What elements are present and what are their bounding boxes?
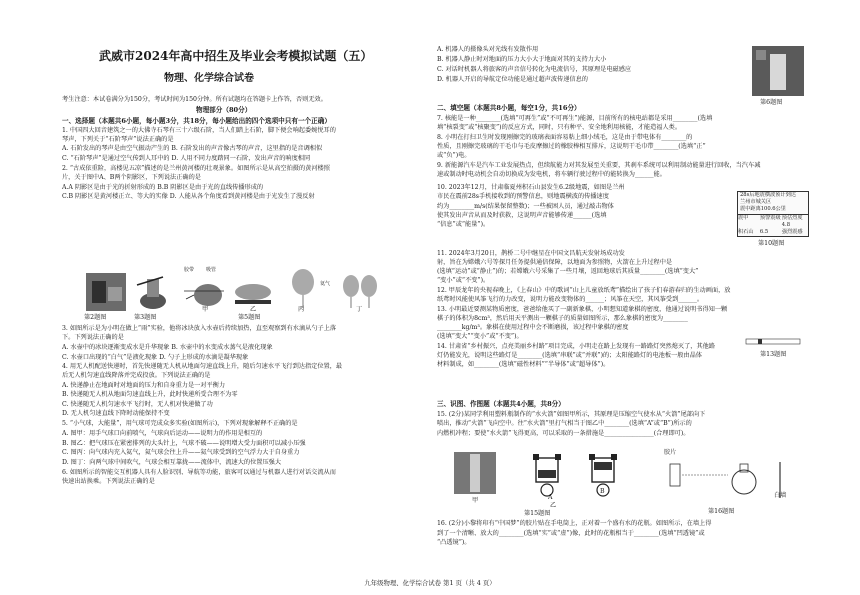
label-B: B [600, 488, 605, 495]
left-text-line: 快速出站换乘。下列说法正确的是 [62, 478, 155, 485]
right-text-line: 使其发出声音从而及时获救，这说明声音能够传递______(选填 [437, 212, 607, 219]
right-text-line: 材料制成，如________(选填“磁性材料”“半导体”或“超导体”)。 [437, 361, 610, 368]
label-ding: 丁 [356, 306, 363, 313]
right-text-line: C. 对话时机器人将旅客的声音信号转化为电流信号，其原理是电磁感应 [437, 66, 632, 73]
right-text-line: (选填“运动”或“静止”)的；若嫦娥六号采集了一些月壤，返回地球后其质量________(选填“变大” [437, 268, 699, 275]
right-text-line: 市民在震前28s手机接收到的预警信息，则地震横波的传播速度 [437, 193, 609, 200]
label-yi: 乙 [250, 306, 257, 313]
right-text-line: 11. 2024年3月20日，鹊桥二号中继星在中国文昌航天发射场成功发 [437, 250, 625, 257]
part-title: 物理部分（80分） [196, 106, 252, 114]
quake-c1: 震中 [738, 215, 749, 221]
right-text-line: “变小”或“不变”)。 [437, 277, 490, 284]
left-text-line: D. 图丁：向两气球中间吹气，气球会相互靠拢——流体中，流速大的位置压强大 [62, 459, 282, 466]
label-yi-15: 乙 [550, 502, 557, 509]
right-text-line: 速或制动时电动机会自动切换成为发电机，将车辆行驶过程中的能转换为______能。 [437, 171, 666, 178]
right-text-line: (选填“变大”“变小”或“不变”)。 [437, 333, 523, 340]
quake-line1: 28s后地震横波预计到达 [740, 192, 796, 198]
fig3-caption: 第3题图 [134, 314, 157, 321]
label-jia: 甲 [202, 306, 209, 313]
engine-stroke-a [528, 452, 566, 498]
right-text-line: 15. (2分)某同学利用塑料瓶制作的“水火箭”如图甲所示，其原理是压缩空气使水从“火箭”尾部向下 [437, 411, 706, 418]
right-text-line: 内燃机冲程；要使“水火箭”飞得更高，可以采取的一条措施是________________(合理即可)。 [437, 430, 690, 437]
right-text-line: 性质，且刚擦完玻璃的干毛巾与毛皮摩擦过的橡胶棒相互排斥，这说明干毛巾带________(选填“正” [437, 143, 706, 150]
quake-warning-box [737, 191, 809, 237]
left-text-line: 2. “古成依重险，高楼见五凉”描述的是兰州黄河楼的壮观景象。如图所示是从高空拍摄的黄河楼照 [62, 165, 330, 172]
fig2-caption: 第2题图 [84, 314, 107, 321]
robot-photo [752, 46, 804, 96]
left-text-line: 片，关于图中A、B两个阴影区，下列说法正确的是 [62, 174, 201, 181]
left-text-line: 后无人机匀速直线降落并完成投放。下列说法正确的是 [62, 372, 211, 379]
right-text-line: 纸鸢时风能使风筝飞行的力改变，说明力能改变物体的______；风筝在天空，其风筝受到______。 [437, 296, 704, 303]
balance-scale-figure [744, 336, 802, 350]
quake-c5: 6.5 [759, 229, 769, 235]
exam-notice: 考生注意：本试卷满分为150分，考试时间为150分钟。所有试题均在答题卡上作答，否则无效。 [62, 96, 327, 103]
right-text-line: “凸透镜”)。 [437, 539, 471, 546]
left-text-line: 1. 中国四大回音建筑之一的大佛寺石琴有三十六级石阶，当人们踏上石阶，脚下便会响起委婉悦耳的 [62, 127, 336, 134]
quake-c6: 强烈震感 [781, 229, 803, 235]
right-text-line: 灯仍能发光，说明这些路灯是________(选填“串联”或“并联”)的；太阳能路灯的电池板一般由晶体 [437, 352, 702, 359]
balloon-ding-figure [340, 268, 380, 308]
left-text-line: 5. “小气球，大能量”，用气球可完成众多实验(如图所示)，下列对现象解释不正确的是 [62, 420, 298, 427]
left-text-line: C.B 阴影区是黄河楼正立、等大的实像 D. 人能从各个角度看到黄河楼是由于光发生了漫反射 [62, 193, 315, 200]
right-text-line: 或“负”)电。 [437, 152, 471, 159]
left-text-line: D. 无人机匀速直线下降时动能保持不变 [62, 410, 170, 417]
label-jia-15: 甲 [472, 497, 479, 504]
left-text-line: A. 水壶中的冰块逐渐变成水是升华现象 B. 水壶中的水变成水蒸气是液化现象 [62, 344, 273, 351]
label-bing: 丙 [298, 306, 305, 313]
balloon-yi-figure [232, 282, 274, 306]
right-text-line: 8. 小明在打扫卫生时发现刚擦完的玻璃表面容易粘上细小绒毛，这是由于带电体有________的 [437, 134, 693, 141]
fig10-caption: 第10题图 [758, 240, 785, 247]
section-2-title: 二、填空题（本题共8小题，每空1分，共16分） [437, 104, 581, 112]
right-text-line: A. 机器人的摄像头对光线有发散作用 [437, 46, 539, 53]
right-text-line: 12. 甲辰龙年的央视春晚上，《上春山》中的歌词“山上儿童放纸鸢”描绘出了孩子们春游春归的生动画面，放 [437, 287, 731, 294]
right-text-line: 喷出，推动“火箭”飞向空中。往“水火箭”里打气相当于图乙中________(选填“A”或“B”)所示的 [437, 420, 692, 427]
label-A: A [548, 494, 553, 501]
fig13-caption: 第13题图 [760, 351, 787, 358]
fig6-caption: 第6题图 [760, 99, 783, 106]
left-text-line: C. “石阶琴声”是通过空气传到人耳中的 D. 人用不同力度踏同一石阶，发出声音的响度相同 [62, 155, 311, 162]
page-footer: 九年级物理、化学综合试卷 第1 页（共 4 页） [364, 579, 496, 587]
yellow-river-tower-photo [86, 273, 126, 311]
quake-c2: 预警震级 [759, 215, 781, 221]
water-rocket-photo [454, 452, 496, 494]
right-text-line: 10. 2023年12月，甘肃临夏州积石山县发生6.2级地震，如图是兰州 [437, 184, 625, 191]
left-text-line: C. 快递随无人机匀速水平飞行时，无人机对快递做了功 [62, 401, 213, 408]
label-baiqiang: 白墙 [774, 492, 787, 499]
right-text-line: 棋子的体积为8cm³，然后用天平测出一颗棋子的质量如图所示，那么象棋的密度为________ [437, 315, 688, 322]
label-jiaodai: 胶带 [184, 267, 195, 273]
left-text-line: C. 水壶口出现的“白气”是液化现象 D. 勺子上形成的水滴是凝华现象 [62, 354, 249, 361]
quake-c3: 预估烈度4.8 [781, 215, 803, 228]
left-text-line: A.A 阴影区是由于光的折射形成的 B.B 阴影区是由于光的直线传播形成的 [62, 184, 264, 191]
quake-line3: 震中距离100.6公里 [740, 206, 786, 212]
right-text-line: B. 机器人静止时对地面的压力大小大于地面对其的支持力大小 [437, 56, 607, 63]
balloon-bing-figure [284, 268, 322, 308]
right-text-line: 填“核裂变”或“核聚变”)的反应方式，同时，只有种平、安全地利用核能，才能造福人类。 [437, 124, 682, 131]
left-text-line: 4. 用无人机配送快递时，首先快递随无人机从地面匀速直线上升，随后匀速水平飞行到达指定位置，最 [62, 363, 343, 370]
fig16-caption: 第16题图 [708, 508, 735, 515]
right-text-line: 射，旨在为嫦娥六号等探月任务提供通信保障，以地面为参照物，火箭在上升过程中是 [437, 259, 673, 266]
right-text-line: 16. (2分)小黎将印有“中国梦”的胶片贴在手电筒上，正对着一个盛有水的花瓶。如图所示，在墙上得 [437, 520, 712, 527]
right-text-line: “信息”或“能量”)。 [437, 221, 490, 228]
left-text-line: A. 图甲：用手气球口向前喷气，气球向后运动——说明力的作用是相互的 [62, 430, 263, 437]
left-text-line: A. 快递静止在地面时对地面的压力和自身重力是一对平衡力 [62, 382, 226, 389]
vase-lens-figure [668, 460, 788, 500]
section-1-title: 一、选择题（本题共6小题，每小题3分，共18分，每小题给出的四个选项中只有一个正确） [62, 117, 331, 125]
right-text-line: D. 机器人开启的导航定位功能是通过超声波传递信息的 [437, 76, 588, 83]
fig15-caption: 第15题图 [524, 510, 551, 517]
quake-c4: 积石山 [738, 229, 754, 235]
quake-line2: 兰州市城关区 [740, 199, 772, 205]
right-text-line: 到了一个清晰、放大的________(选填“实”或“虚”)像，此时的花瓶相当于________(选填“凹透镜”或 [437, 530, 705, 537]
right-text-line: 13. 小明最近要测某物质密度，爸爸给他买了一副新象棋，小明想知道象棋的密度，他通过说明书得知一颗 [437, 306, 728, 313]
right-text-line: 9. 新能源汽车是汽车工业发展热点，但续航能力对其发展至关重要，其刹车系统可以利用制动能量进行回收，当汽车减 [437, 162, 761, 169]
left-text-line: B. 快递随无人机从地面匀速直线上升，此时快递所受合理不为零 [62, 391, 238, 398]
section-3-title: 三、识图、作图题（本题共4小题，共8分） [437, 400, 565, 408]
label-xiguan: 吸管 [206, 267, 217, 273]
left-text-line: 6. 如图所示的智能交互机器人具有人脸识别、导航等功能，旅客可以通过与机器人进行对话交流从而 [62, 469, 336, 476]
right-text-line: 约为________m/s(结果保留整数)；一些被困人员，通过敲击物体 [437, 203, 614, 210]
label-jiaopian: 胶片 [664, 449, 677, 456]
left-text-line: 琴声，下列关于“石阶琴声”说法正确的是 [62, 136, 174, 143]
left-text-line: 3. 如图所示是为小明在做上“雨”实验，他将冰块放入水壶后持续加热，直至观察到有水滴从勺子上落 [62, 325, 337, 332]
label-haiqi: 氦气 [320, 281, 331, 287]
right-text-line: 7. 核能是一种________(选填“可再生”或“不可再生”)能源，目前所有的核电站都是采用________(选填 [437, 115, 713, 122]
fig5-caption: 第5题图 [238, 314, 261, 321]
exam-title: 武威市2024年高中招生及毕业会考模拟试题（五） [99, 49, 373, 63]
kettle-spoon-figure [133, 273, 173, 311]
exam-subtitle: 物理、化学综合试卷 [164, 73, 254, 84]
right-text-line: 14. 甘肃省“乡村振兴，点亮美丽乡村路”项目完成，小明走在路上发现有一路路灯突然熄灭了，其他路 [437, 343, 716, 350]
left-text-line: B. 图乙：把气球压在紧密排列的大头针上，气球不破——说明增大受力面积可以减小压强 [62, 440, 306, 447]
left-text-line: C. 图丙：向气球内充入氦气，氦气球会往上升——氦气球受到的空气浮力大于自身重力 [62, 449, 300, 456]
left-text-line: 下。下列说法正确的是 [62, 334, 124, 341]
left-text-line: A. 石阶发出的琴声是由空气振动产生的 B. 石阶发出的声音像古琴的声音，这里指的是音调相似 [62, 145, 323, 152]
right-text-line: ________kg/m³。象棋在使用过程中会不断磨损，该过程中象棋的密度 [437, 324, 629, 331]
